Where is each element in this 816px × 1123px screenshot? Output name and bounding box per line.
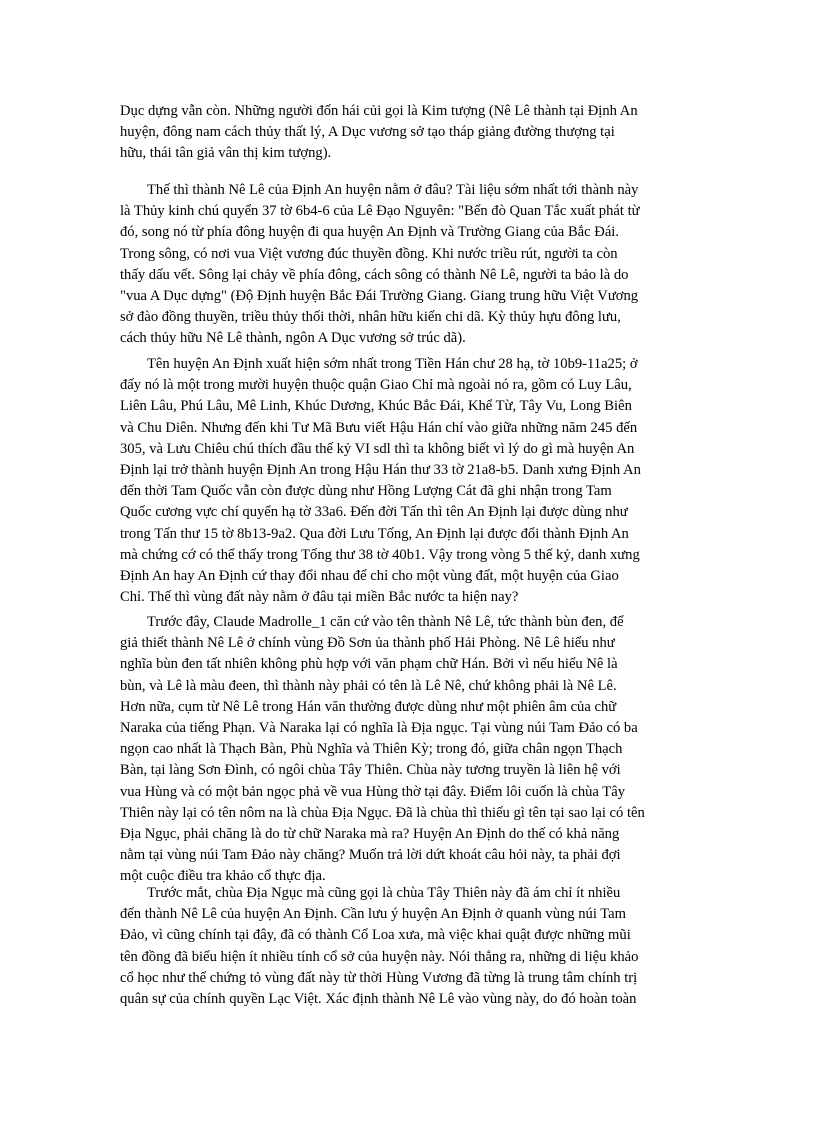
paragraph-line: Dục dựng vẫn còn. Những người đốn hái củi gọi là Kim tượng (Nê Lê thành tại Định An [120, 103, 638, 119]
paragraph-line: huyện, đông nam cách thủy thất lý, A Dục vương sở tạo tháp giảng đường thượng tại [120, 124, 615, 141]
paragraph-line: một cuộc điều tra khảo cổ thực địa. [120, 868, 326, 885]
paragraph-line: đấy nó là một trong mười huyện thuộc quận Giao Chỉ mà ngoài nó ra, gồm có Luy Lâu, [120, 377, 632, 394]
paragraph-line: Trong sông, có nơi vua Việt vương đúc thuyền đồng. Khi nước triều rút, người ta còn [120, 245, 618, 262]
paragraph-3 [120, 354, 692, 608]
paragraph-line: cách thủy hữu Nê Lê thành, ngôn A Dục vương sở trúc dã). [120, 330, 466, 347]
paragraph-line: Thế thì thành Nê Lê của Định An huyện nằm ở đâu? Tài liệu sớm nhất tới thành này [147, 182, 639, 198]
paragraph-line: cổ học như thế chứng tỏ vùng đất này từ thời Hùng Vương đã từng là trung tâm chính trị [120, 969, 638, 986]
paragraph-line: quân sự của chính quyền Lạc Việt. Xác định thành Nê Lê vào vùng này, do đó hoàn toàn [120, 991, 637, 1008]
paragraph-line: trong Tấn thư 15 tờ 8b13-9a2. Qua đời Lưu Tống, An Định lại được đổi thành Định An [120, 525, 629, 542]
paragraph-line: Trước mắt, chùa Địa Ngục mà cũng gọi là chùa Tây Thiên này đã ám chỉ ít nhiều [147, 885, 621, 901]
paragraph-line: Trước đây, Claude Madrolle_1 căn cứ vào tên thành Nê Lê, tức thành bùn đen, để [147, 614, 624, 630]
paragraph-line: "vua A Dục dựng" (Độ Định huyện Bắc Đái Trường Giang. Giang trung hữu Việt Vương [120, 288, 639, 305]
paragraph-line: Bàn, tại làng Sơn Đình, có ngôi chùa Tây Thiên. Chùa này tương truyền là liên hệ với [120, 762, 621, 779]
paragraph-line: Định An hay An Định cứ thay đổi nhau để chỉ cho một vùng đất, một huyện của Giao [120, 568, 619, 585]
paragraph-line: Tên huyện An Định xuất hiện sớm nhất trong Tiền Hán chư 28 hạ, tờ 10b9-11a25; ở [147, 356, 638, 372]
paragraph-line: vua Hùng và có một bản ngọc phả về vua Hùng thờ tại đây. Điểm lôi cuốn là chùa Tây [120, 783, 625, 800]
paragraph-line: thấy dấu vết. Sông lại chảy về phía đông, cách sông có thành Nê Lê, người ta bảo là do [120, 266, 629, 283]
paragraph-1 [120, 101, 692, 165]
paragraph-line: tên đồng đã biểu hiện ít nhiều tính cổ sở của huyện này. Nói thẳng ra, những di liệu khảo [120, 948, 639, 965]
paragraph-line: Chỉ. Thế thì vùng đất này nằm ở đâu tại miền Bắc nước ta hiện nay? [120, 589, 519, 606]
paragraph-4 [120, 612, 692, 888]
paragraph-line: ngọn cao nhất là Thạch Bàn, Phù Nghĩa và Thiên Kỳ; trong đó, giữa chân ngọn Thạch [120, 741, 623, 758]
paragraph-2 [120, 180, 692, 350]
paragraph-line: là Thủy kinh chú quyển 37 tờ 6b4-6 của Lê Đạo Nguyên: "Bến đò Quan Tắc xuất phát từ [120, 203, 640, 220]
paragraph-line: mà chứng cớ có thể thấy trong Tống thư 38 tờ 40b1. Vậy trong vòng 5 thế kỷ, danh xưng [120, 546, 640, 563]
paragraph-line: Quốc cương vực chí quyển hạ tờ 33a6. Đến đời Tấn thì tên An Định lại được dùng như [120, 504, 628, 521]
paragraph-line: bùn, và Lê là màu đeen, thì thành này phải có tên là Lê Nê, chứ không phải là Nê Lê. [120, 677, 617, 694]
paragraph-line: Địa Ngục, phải chăng là do từ chữ Naraka mà ra? Huyện An Định do thế có khả năng [120, 826, 620, 843]
paragraph-line: giả thiết thành Nê Lê ở chính vùng Đồ Sơn ủa thành phố Hải Phòng. Nê Lê hiểu như [120, 635, 615, 652]
paragraph-line: đó, song nó từ phía đông huyện đi qua huyện An Định và Trường Giang của Bắc Đái. [120, 224, 619, 241]
paragraph-line: hữu, thái tân giả vân thị kim tượng). [120, 145, 332, 162]
paragraph-line: đến thành Nê Lê của huyện An Định. Cần lưu ý huyện An Định ở quanh vùng núi Tam [120, 906, 626, 923]
paragraph-line: Hơn nữa, cụm từ Nê Lê trong Hán văn thường được dùng như một phiên âm của chữ [120, 698, 617, 715]
paragraph-line: sở đào đồng thuyền, triều thủy thối thời, nhân hữu kiến chi dã. Kỳ thủy hựu đông lưu, [120, 309, 621, 326]
paragraph-line: và Chu Diên. Nhưng đến khi Tư Mã Bưu viết Hậu Hán chí vào giữa những năm 245 đến [120, 419, 638, 436]
paragraph-line: Đảo, vì cũng chính tại đây, đã có thành Cổ Loa xưa, mà việc khai quật được những mũi [120, 927, 631, 944]
paragraph-line: đến thời Tam Quốc vẫn còn được dùng như Hồng Lượng Cát đã ghi nhận trong Tam [120, 483, 612, 500]
paragraph-line: 305, và Lưu Chiêu chú thích đầu thế kỷ VI sdl thì ta không biết vì lý do gì mà huyện An [120, 440, 635, 457]
paragraph-line: nằm tại vùng núi Tam Đảo này chăng? Muốn trả lời dứt khoát câu hỏi này, ta phải đợi [120, 847, 621, 864]
paragraph-line: nghĩa bùn đen tất nhiên không phù hợp với văn phạm chữ Hán. Bởi vì nếu hiểu Nê là [120, 656, 618, 673]
paragraph-line: Định lại trở thành huyện Định An trong Hậu Hán thư 33 tờ 21a8-b5. Danh xưng Định An [120, 462, 641, 479]
paragraph-line: Liên Lâu, Phú Lâu, Mê Linh, Khúc Dương, Khúc Bắc Đái, Khể Từ, Tây Vu, Long Biên [120, 398, 632, 415]
paragraph-5 [120, 883, 692, 1010]
paragraph-line: Thiên này lại có tên nôm na là chùa Địa Ngục. Đã là chùa thì thiếu gì tên tại sao lại có tên [120, 804, 645, 821]
paragraph-line: Naraka của tiếng Phạn. Và Naraka lại có nghĩa là Địa ngục. Tại vùng núi Tam Đảo có ba [120, 720, 638, 737]
